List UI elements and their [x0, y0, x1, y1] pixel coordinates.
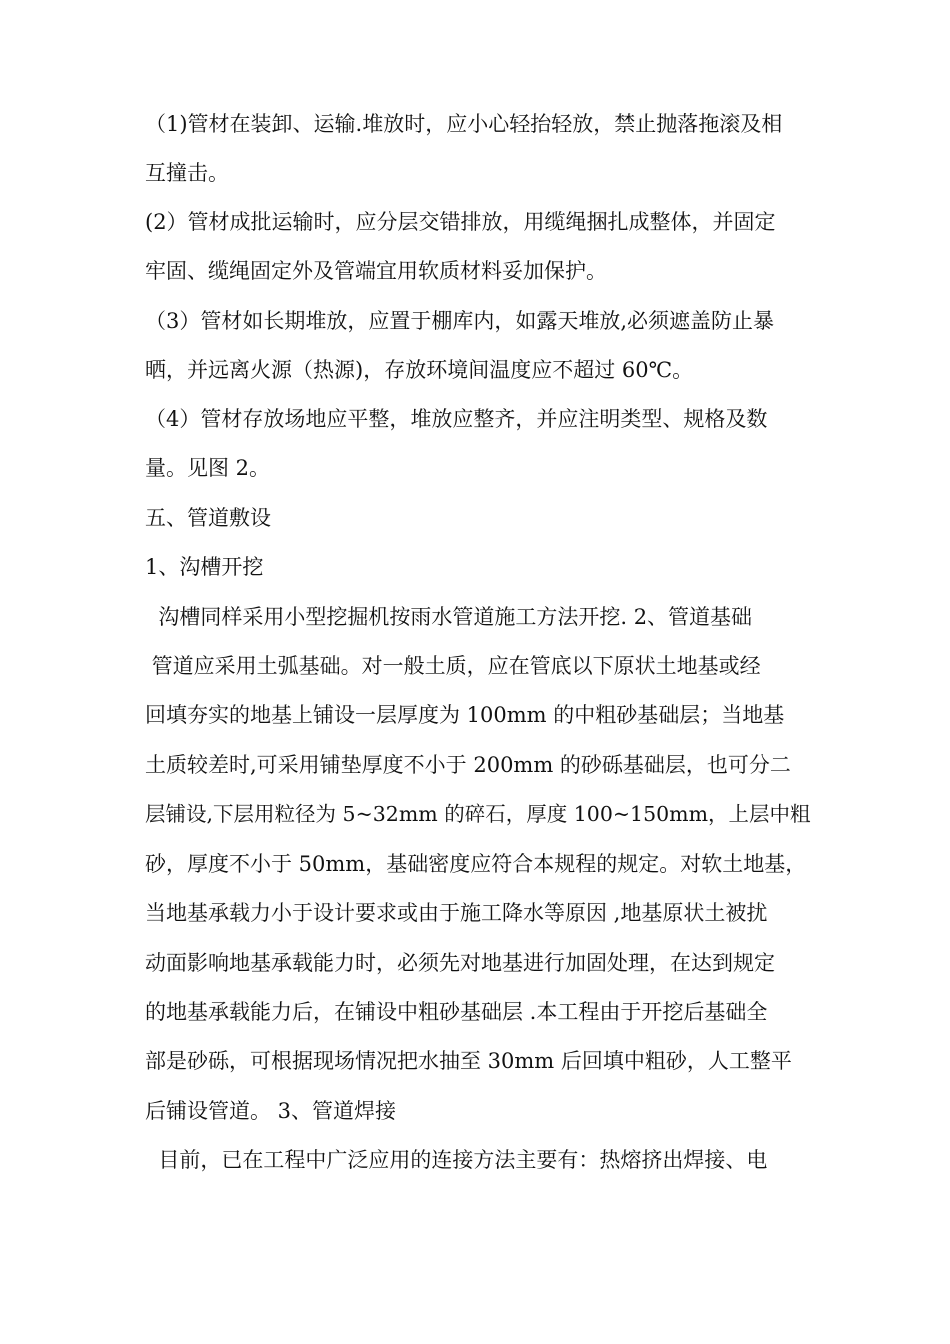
text-line-20: 部是砂砾，可根据现场情况把水抽至 30mm 后回填中粗砂，人工整平	[145, 1049, 792, 1073]
text-line-15: 层铺设,下层用粒径为 5~32mm 的碎石，厚度 100~150mm，上层中粗	[145, 802, 811, 826]
text-line-2: 互撞击。	[145, 161, 229, 185]
text-line-11: 沟槽同样采用小型挖掘机按雨水管道施工方法开挖. 2、管道基础	[145, 605, 753, 629]
text-line-3: (2）管材成批运输时，应分层交错排放，用缆绳捆扎成整体，并固定	[145, 210, 776, 234]
section-heading: 五、管道敷设	[145, 506, 271, 530]
text-line-17: 当地基承载力小于设计要求或由于施工降水等原因 ,地基原状土被扰	[145, 901, 768, 925]
text-line-7: （4）管材存放场地应平整，堆放应整齐，并应注明类型、规格及数	[145, 407, 768, 431]
text-line-14: 土质较差时,可采用铺垫厚度不小于 200mm 的砂砾基础层，也可分二	[145, 753, 791, 777]
text-line-22: 目前，已在工程中广泛应用的连接方法主要有：热熔挤出焊接、电	[145, 1148, 768, 1172]
text-line-19: 的地基承载能力后，在铺设中粗砂基础层 .本工程由于开挖后基础全	[145, 1000, 768, 1024]
text-line-6: 晒，并远离火源（热源)，存放环境间温度应不超过 60℃。	[145, 358, 694, 382]
text-line-21: 后铺设管道。 3、管道焊接	[145, 1099, 397, 1123]
text-line-12: 管道应采用土弧基础。对一般土质，应在管底以下原状土地基或经	[145, 654, 761, 678]
text-line-16: 砂，厚度不小于 50mm，基础密度应符合本规程的规定。对软土地基，	[145, 852, 807, 876]
text-line-1: （1)管材在装卸、运输.堆放时，应小心轻抬轻放，禁止抛落拖滚及相	[145, 112, 783, 136]
text-line-8: 量。见图 2。	[145, 456, 271, 480]
text-line-4: 牢固、缆绳固定外及管端宜用软质材料妥加保护。	[145, 259, 607, 283]
text-line-13: 回填夯实的地基上铺设一层厚度为 100mm 的中粗砂基础层；当地基	[145, 703, 785, 727]
subsection-heading: 1、沟槽开挖	[145, 555, 264, 579]
text-line-18: 动面影响地基承载能力时，必须先对地基进行加固处理，在达到规定	[145, 951, 775, 975]
text-line-5: （3）管材如长期堆放，应置于棚库内，如露天堆放,必须遮盖防止暴	[145, 309, 775, 333]
